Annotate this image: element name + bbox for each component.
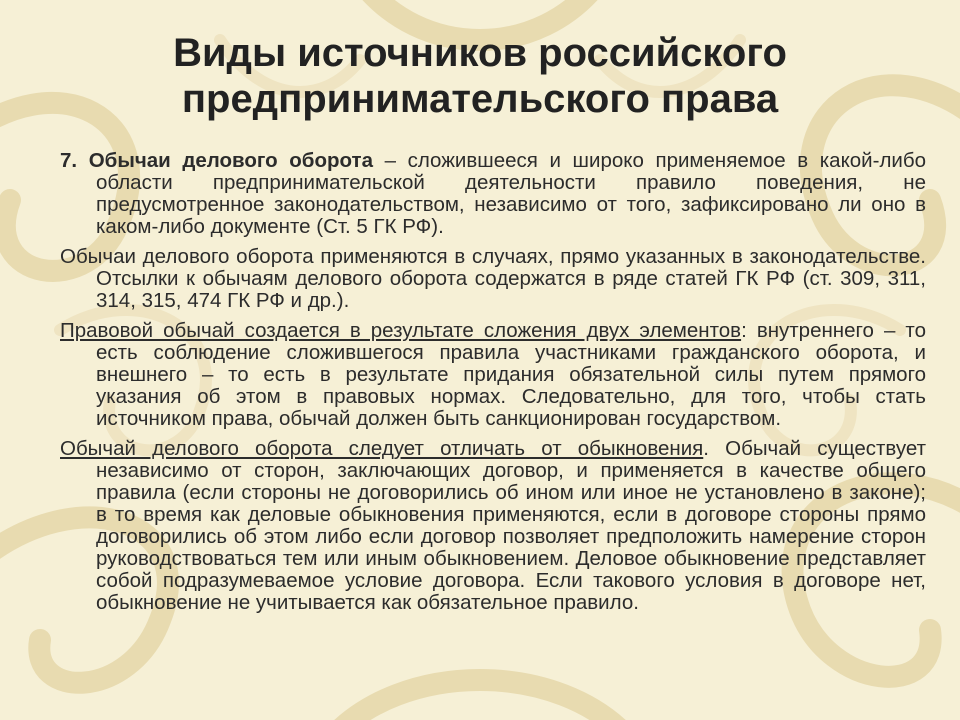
- definition-term: 7. Обычаи делового оборота: [60, 149, 373, 172]
- paragraph-custom-vs-usage: [60, 438, 926, 614]
- paragraph-application: Обычаи делового оборота применяются в случаях, прямо указанных в законодательстве. Отсылки к обычаям делового оборота содержатся в ряде статей ГК РФ (ст. 309, 311, 314, 315, 474 ГК РФ и др.).: [60, 245, 926, 312]
- definition-text: – сложившееся и широко применяемое в какой-либо области предпринимательской деятельности правило поведения, не предусмотренное законодательством, независимо от того, зафиксировано ли оно в каком-либо документе (Ст. 5 ГК РФ).: [96, 149, 927, 238]
- paragraph-definition: [60, 150, 926, 238]
- slide-body: [60, 150, 926, 622]
- legal-custom-heading: Правовой обычай создается в результате сложения двух элементов: [60, 319, 742, 342]
- paragraph-legal-custom: [60, 320, 926, 430]
- title-line-1: Виды источников российского: [173, 31, 787, 75]
- custom-vs-usage-text: . Обычай существует независимо от сторон, заключающих договор, и применяется в качестве общего правила (если стороны не договорились об ином или иное не установлено в законе); в то время как деловые обыкновения применяются, если в договоре стороны прямо договорились об этом либо если договор позволяет предположить намерение сторон руководствоваться тем или иным обыкновением. Деловое обыкновение представляет собой подразумеваемое условие договора. Если такового условия в договоре нет, обыкновение не учитывается как обязательное правило.: [96, 437, 926, 614]
- legal-custom-text: : внутреннего – то есть соблюдение сложившегося правила участниками гражданского оборота, и внешнего – то есть в результате придания обязательной силы путем прямого указания об этом в правовых нормах. Следовательно, для того, чтобы стать источником права, обычай должен быть санкционирован государством.: [96, 319, 926, 430]
- slide-title: [80, 30, 880, 122]
- custom-vs-usage-heading: Обычай делового оборота следует отличать от обыкновения: [60, 437, 704, 460]
- title-line-2: предпринимательского права: [181, 77, 779, 121]
